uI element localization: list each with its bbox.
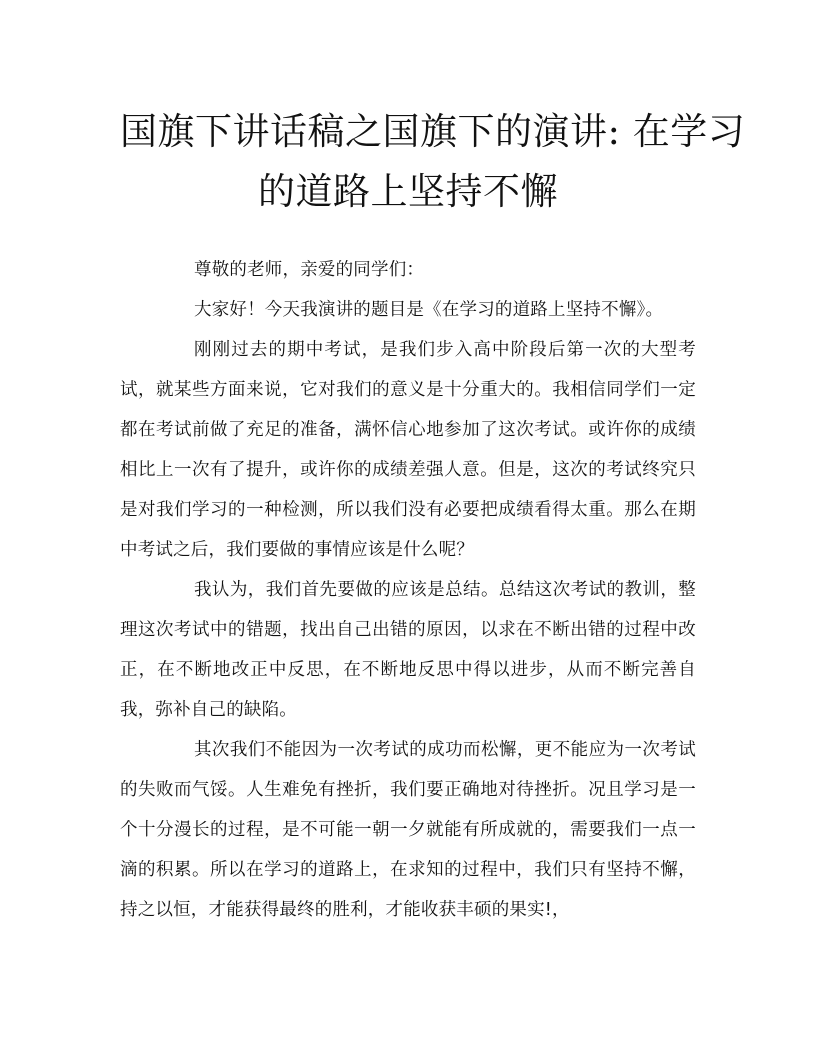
- paragraph-salutation: 尊敬的老师，亲爱的同学们：: [194, 260, 425, 280]
- paragraph-greeting: 大家好！今天我演讲的题目是《在学习的道路上坚持不懈》。: [194, 300, 664, 320]
- paragraph-summary: 我认为，我们首先要做的应该是总结。总结这次考试的教训，整理这次考试中的错题，找出自己出错的原因，以求在不断出错的过程中改正，在不断地改正中反思，在不断地反思中得以进步，从而不断完善自我，弥补自己的缺陷。: [120, 580, 696, 720]
- document-body: [120, 250, 696, 930]
- paragraph-perseverance: 其次我们不能因为一次考试的成功而松懈，更不能应为一次考试的失败而气馁。人生难免有挫折，我们要正确地对待挫折。况且学习是一个十分漫长的过程，是不可能一朝一夕就能有所成就的，需要我们一点一滴的积累。所以在学习的道路上，在求知的过程中，我们只有坚持不懈，持之以恒，才能获得最终的胜利，才能收获丰硕的果实!，: [120, 740, 696, 920]
- document-title-line-2: 的道路上坚持不懈: [258, 170, 558, 213]
- document-title-line-1: 国旗下讲话稿之国旗下的演讲: 在学习: [120, 110, 746, 153]
- paragraph-midterm-exam: 刚刚过去的期中考试，是我们步入高中阶段后第一次的大型考试，就某些方面来说，它对我们的意义是十分重大的。我相信同学们一定都在考试前做了充足的准备，满怀信心地参加了这次考试。或许你的成绩相比上一次有了提升，或许你的成绩差强人意。但是，这次的考试终究只是对我们学习的一种检测，所以我们没有必要把成绩看得太重。那么在期中考试之后，我们要做的事情应该是什么呢？: [120, 340, 696, 560]
